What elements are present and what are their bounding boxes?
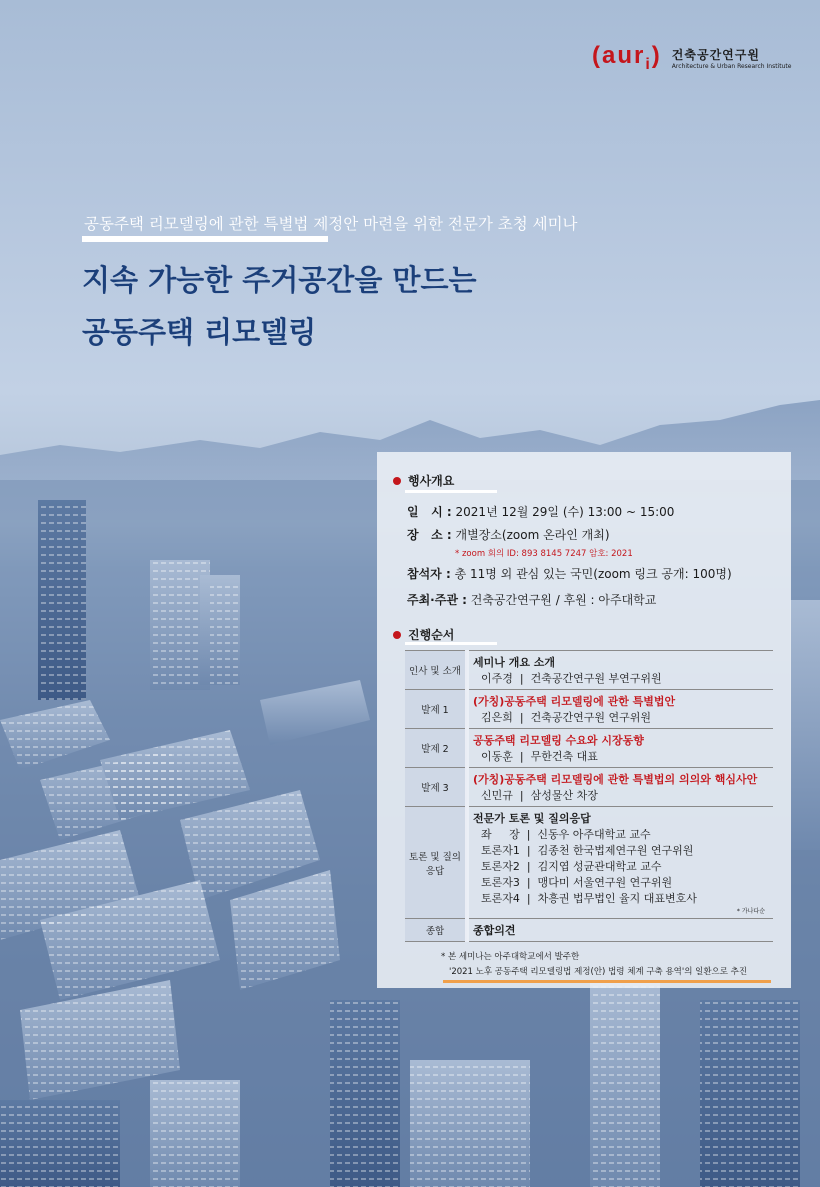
main-title-line-1: 지속 가능한 주거공간을 만드는 (82, 263, 477, 297)
footnote-line-1: * 본 세미나는 아주대학교에서 발주한 (441, 952, 580, 962)
main-title-line-2: 공동주택 리모델링 (82, 315, 317, 349)
table-row (405, 807, 773, 919)
program-item-speaker: 김은희 | 건축공간연구원 연구위원 (481, 711, 651, 724)
program-table (405, 650, 773, 942)
program-item-speaker: 토론자1 | 김종천 한국법제연구원 연구위원 (481, 844, 694, 857)
program-row-content (467, 807, 773, 919)
alphabetical-order-note: * 가나다순 (736, 908, 765, 915)
attendee-value: 총 11명 외 관심 있는 국민(zoom 링크 공개: 100명) (454, 567, 732, 581)
date-value: 2021년 12월 29일 (수) 13:00 ~ 15:00 (455, 505, 675, 519)
table-row (405, 768, 773, 807)
overview-heading-text: 행사개요 (408, 474, 455, 488)
program-row-label: 인사 및 소개 (405, 651, 467, 690)
program-row-label: 발제 1 (405, 690, 467, 729)
program-item-speaker: 이동훈 | 무한건축 대표 (481, 750, 598, 763)
program-item-title: 종합의견 (473, 924, 516, 937)
program-row-content (467, 768, 773, 807)
zoom-meeting-note: * zoom 회의 ID: 893 8145 7247 암호: 2021 (455, 549, 633, 559)
overview-place-row (407, 526, 610, 543)
program-item-speaker: 토론자3 | 맹다미 서울연구원 연구위원 (481, 876, 673, 889)
program-row-content (467, 729, 773, 768)
program-item-speaker: 좌 장 | 신동우 아주대학교 교수 (481, 828, 651, 841)
program-item-speaker: 토론자2 | 김지엽 성균관대학교 교수 (481, 860, 662, 873)
program-row-label: 종합 (405, 919, 467, 942)
program-item-title: 전문가 토론 및 질의응답 (473, 812, 591, 825)
place-value: 개별장소(zoom 온라인 개최) (455, 528, 610, 542)
overview-heading-underline (405, 490, 497, 493)
bullet-dot-icon (393, 631, 401, 639)
table-row (405, 919, 773, 942)
attendee-label: 참석자 : (407, 567, 451, 581)
program-row-label: 발제 2 (405, 729, 467, 768)
program-item-title: (가칭)공동주택 리모델링에 관한 특별법안 (473, 695, 676, 708)
table-row (405, 729, 773, 768)
program-row-content (467, 651, 773, 690)
info-panel (377, 452, 791, 988)
program-item-title: 세미나 개요 소개 (473, 656, 556, 669)
footnote-underline (443, 980, 771, 983)
program-heading (393, 626, 454, 643)
table-row (405, 690, 773, 729)
place-label: 장 소 : (407, 528, 452, 542)
logo-english-name: Architecture & Urban Research Institute (671, 62, 792, 70)
logo-korean-name: 건축공간연구원 (671, 47, 760, 62)
table-row (405, 651, 773, 690)
footnote-line-2: '2021 노후 공동주택 리모델링법 제정(안) 법령 체계 구축 용역'의 일환으로 추진 (449, 967, 748, 977)
program-row-label: 발제 3 (405, 768, 467, 807)
program-item-speaker: 이주경 | 건축공간연구원 부연구위원 (481, 672, 662, 685)
host-label: 주최·주관 : (407, 593, 467, 607)
overview-heading (393, 472, 454, 489)
program-item-speaker: 토론자4 | 차흥권 법무법인 율지 대표변호사 (481, 892, 697, 905)
bullet-dot-icon (393, 477, 401, 485)
program-item-speaker: 신민규 | 삼성물산 차장 (481, 789, 598, 802)
program-row-content (467, 919, 773, 942)
overview-host-row (407, 591, 656, 608)
program-heading-underline (405, 642, 497, 645)
program-item-title: (가칭)공동주택 리모델링에 관한 특별법의 의의와 핵심사안 (473, 773, 758, 786)
overview-date-row (407, 503, 674, 520)
logo-mark: (aur$_i$) (592, 42, 662, 73)
aurI-logo (592, 42, 791, 74)
date-label: 일 시 : (407, 505, 452, 519)
host-value: 건축공간연구원 / 후원 : 아주대학교 (470, 593, 657, 607)
logo-text (672, 46, 792, 70)
program-item-title: 공동주택 리모델링 수요와 시장동향 (473, 734, 644, 747)
program-row-content (467, 690, 773, 729)
program-heading-text: 진행순서 (408, 628, 455, 642)
seminar-subtitle: 공동주택 리모델링에 관한 특별법 제정안 마련을 위한 전문가 초청 세미나 (84, 215, 578, 233)
subtitle-underline (82, 236, 328, 242)
overview-attendee-row (407, 565, 732, 582)
program-row-label: 토론 및 질의응답 (405, 807, 467, 919)
